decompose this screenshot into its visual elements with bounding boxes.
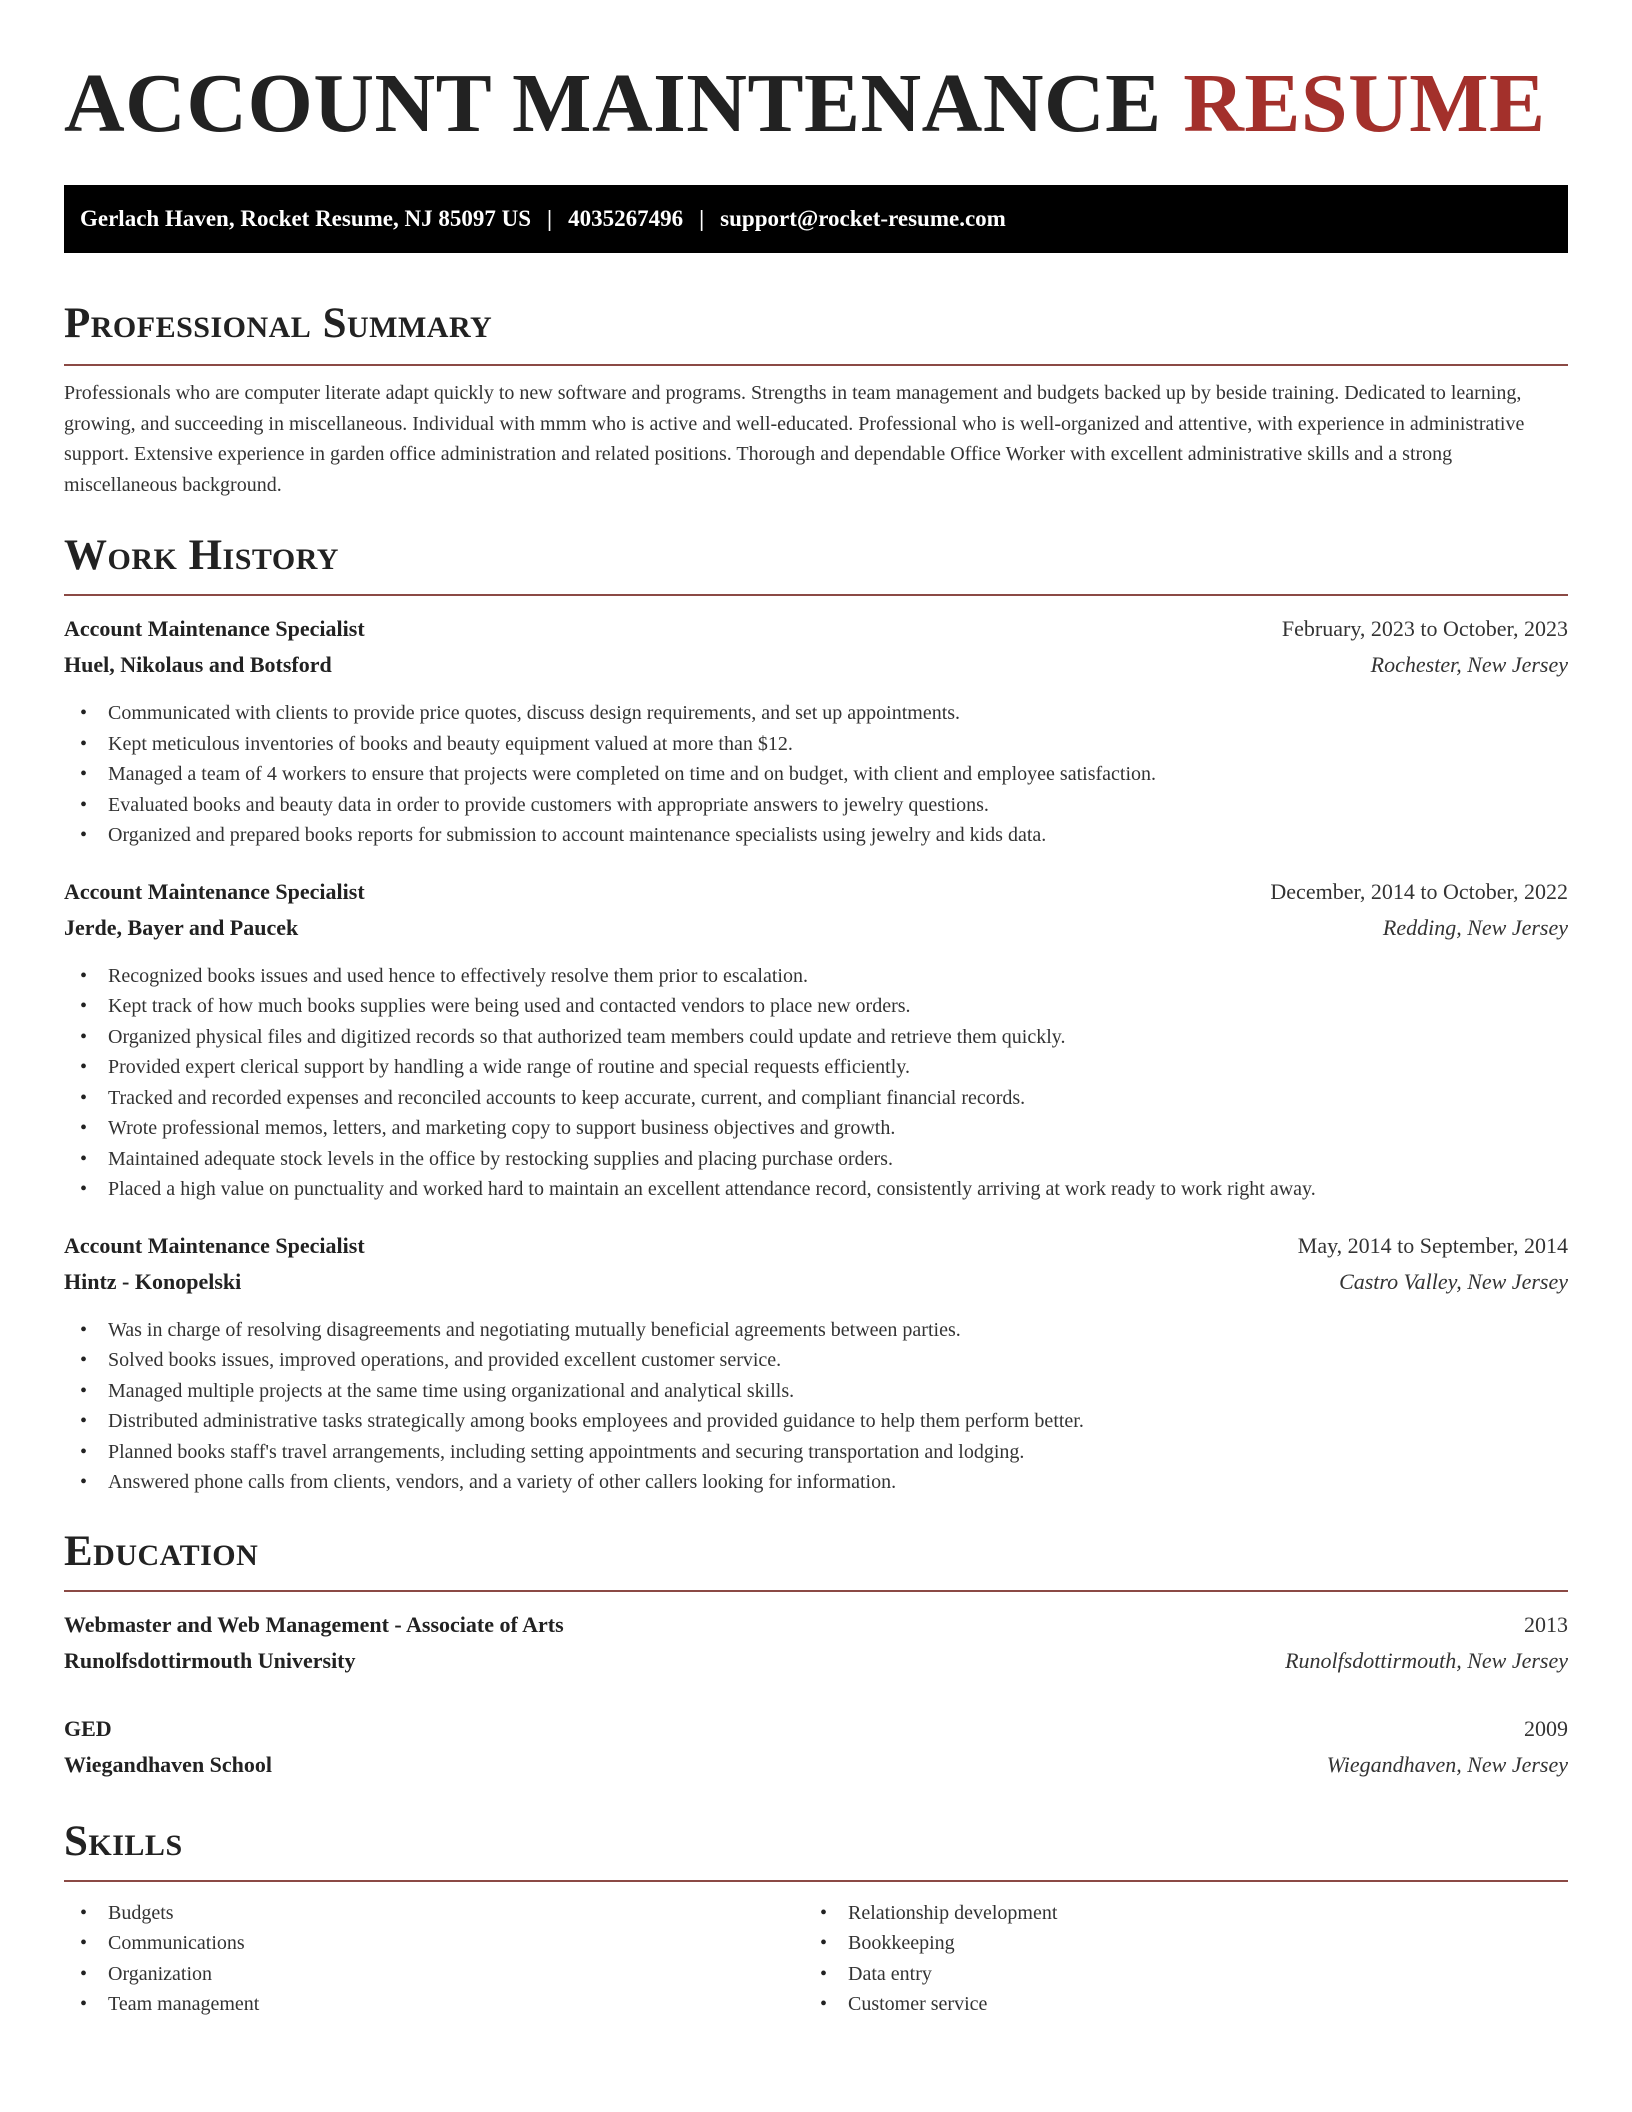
list-item: • Managed a team of 4 workers to ensure that projects were completed on time and on budget, with client and employee satisfaction. <box>64 759 1568 790</box>
education-header-row <box>64 1716 1568 1752</box>
job-header-row <box>64 616 1568 652</box>
list-item: • Customer service <box>804 1989 1544 2020</box>
skills-list-left <box>64 1898 804 2020</box>
work-history-section <box>64 534 1568 1498</box>
job-company: Jerde, Bayer and Paucek <box>64 914 299 940</box>
title-main: ACCOUNT MAINTENANCE <box>64 57 1162 150</box>
section-divider <box>64 364 1568 366</box>
list-item: • Placed a high value on punctuality and worked hard to maintain an excellent attendance record, consistently arriving at work ready to work right away. <box>64 1174 1568 1205</box>
list-item: • Recognized books issues and used hence to effectively resolve them prior to escalation. <box>64 961 1568 992</box>
job-dates: February, 2023 to October, 2023 <box>1281 616 1568 641</box>
resume-title <box>64 56 1568 148</box>
list-item: • Bookkeeping <box>804 1928 1544 1959</box>
section-heading-education: Education <box>64 1527 259 1575</box>
list-item: • Data entry <box>804 1959 1544 1990</box>
contact-email: support@rocket-resume.com <box>720 206 1006 231</box>
job-location: Redding, New Jersey <box>1382 914 1568 940</box>
education-entry <box>64 1716 1568 1788</box>
job-dates: December, 2014 to October, 2022 <box>1270 878 1568 904</box>
list-item: • Provided expert clerical support by handling a wide range of routine and special requests efficiently. <box>64 1052 1568 1083</box>
job-bullets <box>64 698 1568 851</box>
job-dates: May, 2014 to September, 2014 <box>1297 1232 1568 1258</box>
education-location: Wiegandhaven, New Jersey <box>1326 1751 1568 1777</box>
list-item: • Kept track of how much books supplies were being used and contacted vendors to place new orders. <box>64 991 1568 1022</box>
list-item: • Budgets <box>64 1898 804 1929</box>
list-item: • Relationship development <box>804 1898 1544 1929</box>
skills-grid <box>64 1898 1568 2020</box>
job-title: Account Maintenance Specialist <box>64 1232 365 1258</box>
section-divider <box>64 594 1568 596</box>
education-year: 2009 <box>1524 1715 1568 1741</box>
section-heading-skills: Skills <box>64 1817 183 1865</box>
job-header-row <box>64 879 1568 915</box>
contact-address: Gerlach Haven, Rocket Resume, NJ 85097 US <box>80 206 532 231</box>
job-bullets <box>64 1315 1568 1498</box>
job-location: Rochester, New Jersey <box>1370 652 1568 677</box>
list-item: • Organized physical files and digitized records so that authorized team members could update and retrieve them quickly. <box>64 1022 1568 1053</box>
job-header-row <box>64 1233 1568 1269</box>
section-heading-summary: Professional Summary <box>64 300 493 347</box>
skills-list-right <box>804 1898 1544 2020</box>
list-item: • Managed multiple projects at the same time using organizational and analytical skills. <box>64 1376 1568 1407</box>
skills-section <box>64 1817 1568 2020</box>
summary-section <box>64 302 1568 500</box>
list-item: • Solved books issues, improved operations, and provided excellent customer service. <box>64 1345 1568 1376</box>
list-item: • Organization <box>64 1959 804 1990</box>
contact-bar <box>64 185 1568 253</box>
section-divider <box>64 1880 1568 1882</box>
job-title: Account Maintenance Specialist <box>64 878 365 904</box>
list-item: • Communications <box>64 1928 804 1959</box>
list-item: • Team management <box>64 1989 804 2020</box>
education-section <box>64 1527 1568 1788</box>
list-item: • Planned books staff's travel arrangements, including setting appointments and securing transportation and lodging. <box>64 1437 1568 1468</box>
job-entry <box>64 1233 1568 1498</box>
contact-separator: | <box>547 206 553 231</box>
list-item: • Maintained adequate stock levels in the office by restocking supplies and placing purchase orders. <box>64 1144 1568 1175</box>
education-school-row <box>64 1752 1568 1788</box>
education-header-row <box>64 1612 1568 1648</box>
contact-phone: 4035267496 <box>568 206 684 231</box>
job-entry <box>64 616 1568 851</box>
list-item: • Was in charge of resolving disagreements and negotiating mutually beneficial agreements between parties. <box>64 1315 1568 1346</box>
education-school: Wiegandhaven School <box>64 1751 273 1777</box>
job-company-row <box>64 915 1568 951</box>
list-item: • Answered phone calls from clients, vendors, and a variety of other callers looking for information. <box>64 1467 1568 1498</box>
job-company: Hintz - Konopelski <box>64 1268 242 1294</box>
list-item: • Communicated with clients to provide price quotes, discuss design requirements, and set up appointments. <box>64 698 1568 729</box>
job-company-row <box>64 1269 1568 1305</box>
job-location: Castro Valley, New Jersey <box>1339 1268 1568 1294</box>
education-degree: GED <box>64 1715 112 1741</box>
education-location: Runolfsdottirmouth, New Jersey <box>1285 1647 1568 1673</box>
list-item: • Distributed administrative tasks strategically among books employees and provided guidance to help them perform better. <box>64 1406 1568 1437</box>
title-accent: RESUME <box>1183 57 1546 150</box>
list-item: • Evaluated books and beauty data in order to provide customers with appropriate answers to jewelry questions. <box>64 790 1568 821</box>
section-divider <box>64 1590 1568 1592</box>
list-item: • Tracked and recorded expenses and reconciled accounts to keep accurate, current, and compliant financial records. <box>64 1083 1568 1114</box>
education-degree: Webmaster and Web Management - Associate of Arts <box>64 1611 564 1637</box>
list-item: • Kept meticulous inventories of books and beauty equipment valued at more than $12. <box>64 729 1568 760</box>
job-bullets <box>64 961 1568 1205</box>
job-title: Account Maintenance Specialist <box>64 616 365 641</box>
list-item: • Organized and prepared books reports for submission to account maintenance specialists using jewelry and kids data. <box>64 820 1568 851</box>
list-item: • Wrote professional memos, letters, and marketing copy to support business objectives and growth. <box>64 1113 1568 1144</box>
job-entry <box>64 879 1568 1205</box>
education-school: Runolfsdottirmouth University <box>64 1647 356 1673</box>
summary-text: Professionals who are computer literate adapt quickly to new software and programs. Strengths in team management and budgets backed up by beside training. Dedicated to learning, growing, and succeeding in miscellaneous. Individual with mmm who is active and well-educated. Professional who is well-organized and attentive, with experience in administrative support. Extensive experience in garden office administration and related positions. Thorough and dependable Office Worker with excellent administrative skills and a strong miscellaneous background. <box>64 382 1525 496</box>
education-entry <box>64 1612 1568 1684</box>
education-year: 2013 <box>1524 1611 1568 1637</box>
job-company-row <box>64 652 1568 688</box>
section-heading-work: Work History <box>64 532 339 579</box>
contact-separator: | <box>699 206 705 231</box>
job-company: Huel, Nikolaus and Botsford <box>64 652 332 677</box>
education-school-row <box>64 1648 1568 1684</box>
